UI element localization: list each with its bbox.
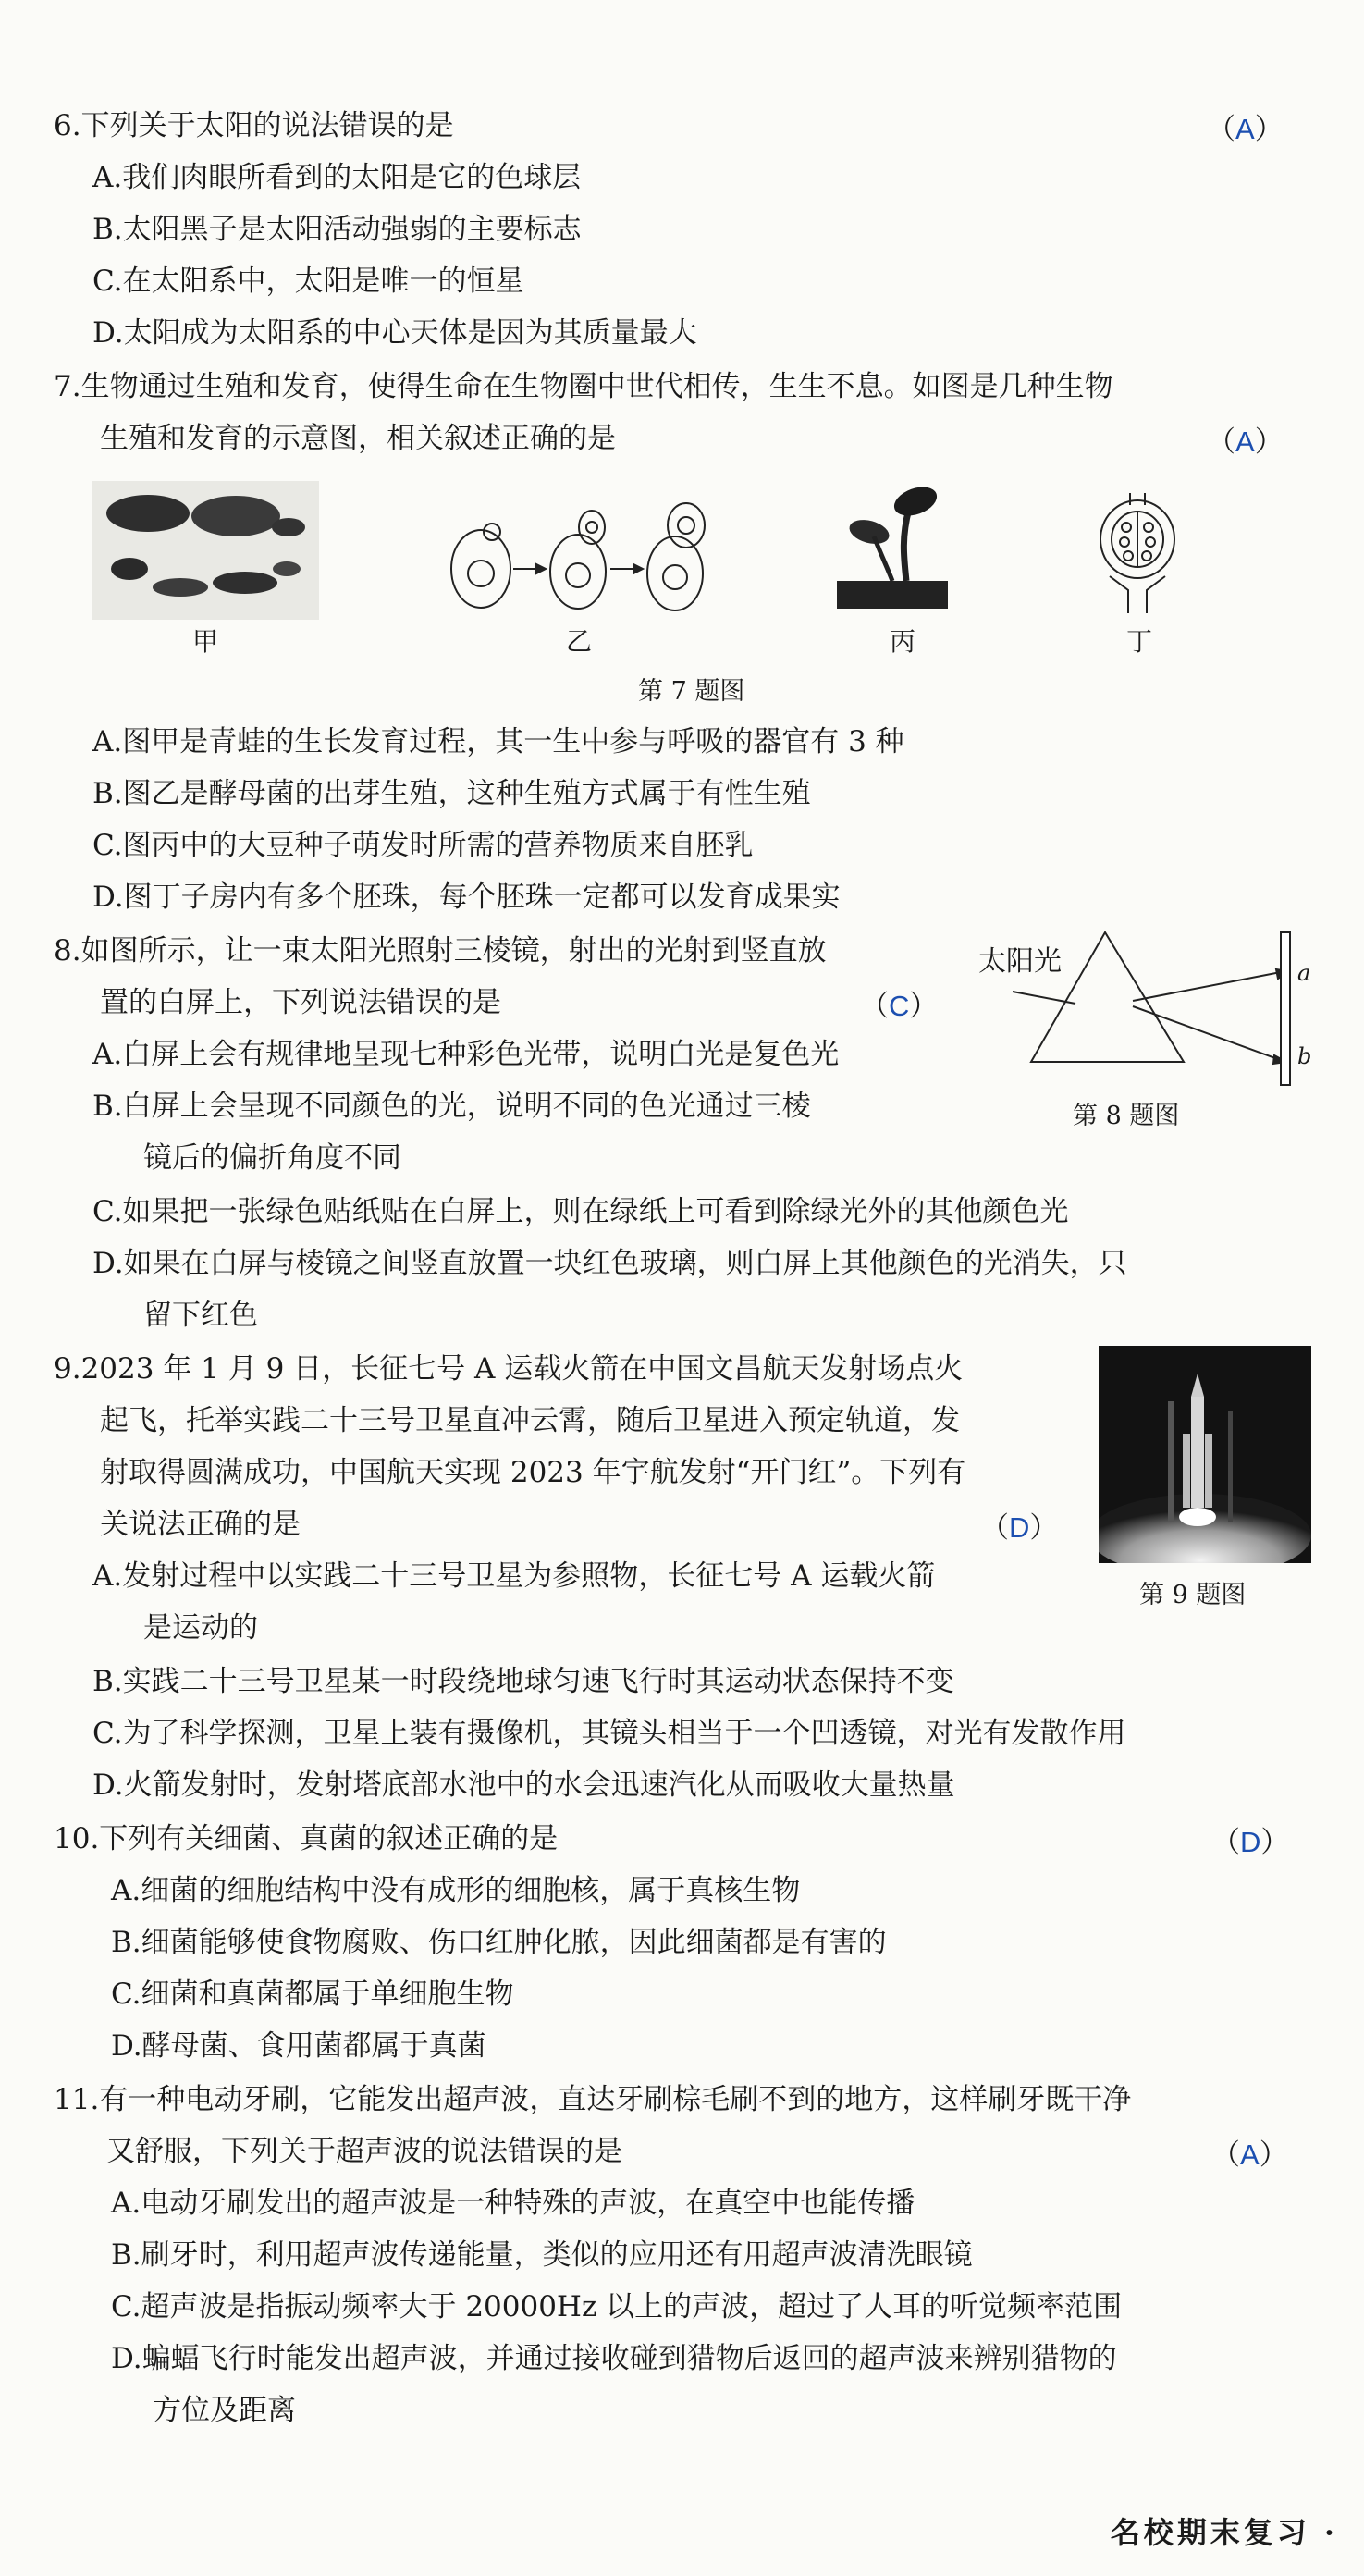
q8-stem-line1: 8.如图所示，让一束太阳光照射三棱镜，射出的光射到竖直放 <box>54 934 827 968</box>
fig9-caption: 第 9 题图 <box>1139 1581 1247 1609</box>
q11-answer: （A） <box>1211 2138 1288 2172</box>
q11-stem-line1: 11.有一种电动牙刷，它能发出超声波，直达牙刷棕毛刷不到的地方，这样刷牙既干净 <box>54 2083 1132 2116</box>
q9-option-c: C.为了科学探测，卫星上装有摄像机，其镜头相当于一个凹透镜，对光有发散作用 <box>92 1717 1126 1750</box>
q8-option-a: A.白屏上会有规律地呈现七种彩色光带，说明白光是复色光 <box>92 1038 840 1071</box>
q7-stem-line2: 生殖和发育的示意图，相关叙述正确的是 <box>100 422 616 455</box>
q7-option-b: B.图乙是酵母菌的出芽生殖，这种生殖方式属于有性生殖 <box>92 777 811 810</box>
frog-lifecycle-figure <box>92 481 319 620</box>
q8-option-b-line2: 镜后的偏折角度不同 <box>143 1141 401 1175</box>
q11-option-d-line2: 方位及距离 <box>153 2394 296 2427</box>
q8-option-c: C.如果把一张绿色贴纸贴在白屏上，则在绿纸上可看到除绿光外的其他颜色光 <box>92 1195 1069 1228</box>
q7-option-a: A.图甲是青蛙的生长发育过程，其一生中参与呼吸的器官有 3 种 <box>92 725 904 758</box>
rocket-launch-photo <box>1099 1346 1311 1563</box>
fig7-label-ding: 丁 <box>1126 626 1153 657</box>
fig7-label-yi: 乙 <box>566 626 593 657</box>
q6-option-d: D.太阳成为太阳系的中心天体是因为其质量最大 <box>92 316 697 350</box>
fig7-caption: 第 7 题图 <box>638 677 745 706</box>
fig8-sunlight-label: 太阳光 <box>978 945 1062 978</box>
fig8-label-a: a <box>1297 960 1311 986</box>
q7-answer: （A） <box>1207 425 1284 459</box>
q9-option-b: B.实践二十三号卫星某一时段绕地球匀速飞行时其运动状态保持不变 <box>92 1665 954 1698</box>
q7-option-d: D.图丁子房内有多个胚珠，每个胚珠一定都可以发育成果实 <box>92 881 841 914</box>
q11-option-a: A.电动牙刷发出的超声波是一种特殊的声波，在真空中也能传播 <box>111 2187 915 2220</box>
q10-option-a: A.细菌的细胞结构中没有成形的细胞核，属于真核生物 <box>111 1874 801 1907</box>
q8-stem-line2: 置的白屏上，下列说法错误的是 <box>100 986 501 1019</box>
ovary-flower-figure <box>1091 488 1184 618</box>
q10-option-b: B.细菌能够使食物腐败、伤口红肿化脓，因此细菌都是有害的 <box>111 1926 887 1959</box>
q6-option-b: B.太阳黑子是太阳活动强弱的主要标志 <box>92 213 582 246</box>
q9-option-a-line1: A.发射过程中以实践二十三号卫星为参照物，长征七号 A 运载火箭 <box>92 1559 936 1593</box>
q11-option-d-line1: D.蝙蝠飞行时能发出超声波，并通过接收碰到猎物后返回的超声波来辨别猎物的 <box>111 2342 1117 2375</box>
fig8-label-b: b <box>1297 1043 1312 1069</box>
q9-option-d: D.火箭发射时，发射塔底部水池中的水会迅速汽化从而吸收大量热量 <box>92 1769 955 1802</box>
q8-option-b-line1: B.白屏上会呈现不同颜色的光，说明不同的色光通过三棱 <box>92 1090 811 1123</box>
q10-answer: （D） <box>1211 1826 1290 1859</box>
q8-answer: （C） <box>860 990 939 1023</box>
q6-stem: 6.下列关于太阳的说法错误的是 <box>54 109 454 142</box>
yeast-budding-figure <box>444 499 712 620</box>
q9-stem-line3: 射取得圆满成功，中国航天实现 2023 年宇航发射“开门红”。下列有 <box>100 1456 966 1489</box>
q7-option-c: C.图丙中的大豆种子萌发时所需的营养物质来自胚乳 <box>92 829 754 862</box>
q6-option-a: A.我们肉眼所看到的太阳是它的色球层 <box>92 161 582 194</box>
q8-option-d-line1: D.如果在白屏与棱镜之间竖直放置一块红色玻璃，则白屏上其他颜色的光消失，只 <box>92 1247 1127 1280</box>
q8-option-d-line2: 留下红色 <box>143 1299 258 1332</box>
q6-answer: （A） <box>1207 113 1284 146</box>
q9-answer: （D） <box>980 1511 1059 1545</box>
q11-option-b: B.刷牙时，利用超声波传递能量，类似的应用还有用超声波清洗眼镜 <box>111 2238 973 2272</box>
fig8-caption: 第 8 题图 <box>1073 1102 1180 1130</box>
prism-figure <box>976 925 1327 1091</box>
page-footer: 名校期末复习 · <box>1110 2515 1338 2550</box>
q11-stem-line2: 又舒服，下列关于超声波的说法错误的是 <box>106 2135 622 2168</box>
q6-option-c: C.在太阳系中，太阳是唯一的恒星 <box>92 265 524 298</box>
q10-stem: 10.下列有关细菌、真菌的叙述正确的是 <box>54 1822 559 1855</box>
fig7-label-bing: 丙 <box>890 626 916 657</box>
q10-option-d: D.酵母菌、食用菌都属于真菌 <box>111 2029 486 2063</box>
bean-seedling-figure <box>837 481 948 620</box>
fig7-label-jia: 甲 <box>192 626 219 657</box>
q11-option-c: C.超声波是指振动频率大于 20000Hz 以上的声波，超过了人耳的听觉频率范围 <box>111 2290 1123 2323</box>
q9-option-a-line2: 是运动的 <box>143 1611 258 1645</box>
q9-stem-line1: 9.2023 年 1 月 9 日，长征七号 A 运载火箭在中国文昌航天发射场点火 <box>54 1352 964 1386</box>
q10-option-c: C.细菌和真菌都属于单细胞生物 <box>111 1978 514 2011</box>
q7-stem-line1: 7.生物通过生殖和发育，使得生命在生物圈中世代相传，生生不息。如图是几种生物 <box>54 370 1113 403</box>
q9-stem-line2: 起飞，托举实践二十三号卫星直冲云霄，随后卫星进入预定轨道，发 <box>100 1404 960 1437</box>
q9-stem-line4: 关说法正确的是 <box>100 1508 301 1541</box>
